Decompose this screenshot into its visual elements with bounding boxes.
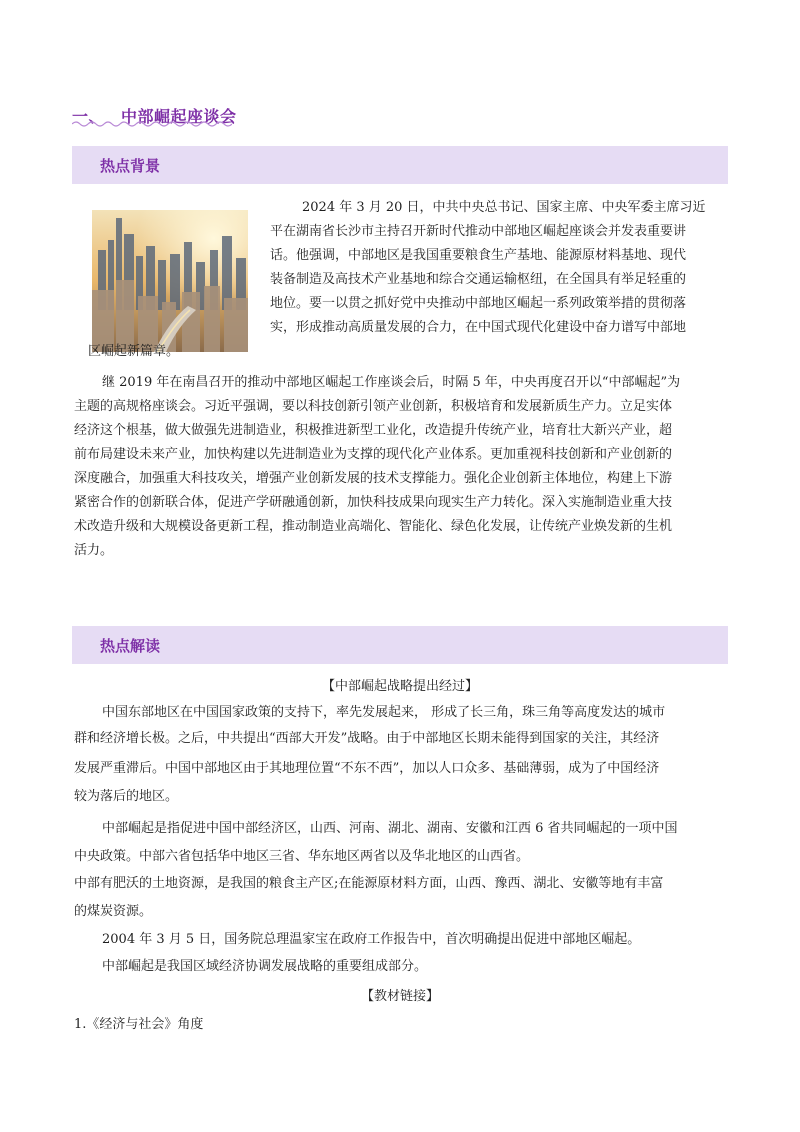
title-underline-wave xyxy=(72,120,232,128)
background-text-line: 区崛起新篇章。 xyxy=(88,344,180,359)
band-label: 热点解读 xyxy=(100,637,161,655)
paragraph-line: 前布局建设未来产业，加快构建以先进制造业为支撑的现代化产业体系。更加重视科技创新和产业创新的 xyxy=(74,447,673,462)
paragraph-line: 中部崛起是指促进中国中部经济区，山西、河南、湖北、湖南、安徽和江西 6 省共同崛起的一项中国 xyxy=(102,821,678,836)
paragraph-line: 活力。 xyxy=(74,543,114,558)
background-text-line: 话。他强调，中部地区是我国重要粮食生产基地、能源原材料基地、现代 xyxy=(270,248,687,263)
section-number: 一、 xyxy=(72,107,106,126)
band-label: 热点背景 xyxy=(100,157,161,175)
paragraph-line: 中央政策。中部六省包括华中地区三省、华东地区两省以及华北地区的山西省。 xyxy=(74,849,530,864)
background-text-line: 2024 年 3 月 20 日，中共中央总书记、国家主席、中央军委主席习近 xyxy=(302,200,706,215)
paragraph-line: 继 2019 年在南昌召开的推动中部地区崛起工作座谈会后，时隔 5 年，中央再度召开以“中部崛起”为 xyxy=(102,375,681,390)
background-text-line: 地位。要一以贯之抓好党中央推动中部地区崛起一系列政策举措的贯彻落 xyxy=(270,296,687,311)
background-text-line: 平在湖南省长沙市主持召开新时代推动中部地区崛起座谈会并发表重要讲 xyxy=(270,224,687,239)
paragraph-line: 发展严重滞后。中国中部地区由于其地理位置“不东不西”，加以人口众多、基础薄弱，成为了中国经济 xyxy=(74,761,660,776)
paragraph-line: 2004 年 3 月 5 日，国务院总理温家宝在政府工作报告中，首次明确提出促进中部地区崛起。 xyxy=(102,932,641,947)
section-band-background xyxy=(72,146,728,184)
subheading: 【教材链接】 xyxy=(360,989,439,1004)
paragraph-line: 中部崛起是我国区域经济协调发展战略的重要组成部分。 xyxy=(102,959,428,974)
paragraph-line: 术改造升级和大规模设备更新工程，推动制造业高端化、智能化、绿色化发展，让传统产业焕发新的生机 xyxy=(74,519,673,534)
list-item: 1.《经济与社会》角度 xyxy=(74,1017,204,1032)
paragraph-line: 经济这个根基，做大做强先进制造业，积极推进新型工业化，改造提升传统产业，培育壮大新兴产业，超 xyxy=(74,423,673,438)
paragraph-line: 深度融合，加强重大科技攻关，增强产业创新发展的技术支撑能力。强化企业创新主体地位，构建上下游 xyxy=(74,471,673,486)
section-title-text: 中部崛起座谈会 xyxy=(121,107,237,126)
paragraph-line: 群和经济增长极。之后，中共提出“西部大开发”战略。由于中部地区长期未能得到国家的关注，其经济 xyxy=(74,731,660,746)
section-band-interpretation xyxy=(72,626,728,664)
background-text-line: 装备制造及高技术产业基地和综合交通运输枢纽，在全国具有举足轻重的 xyxy=(270,272,687,287)
paragraph-line: 的煤炭资源。 xyxy=(74,904,153,919)
paragraph-line: 中部有肥沃的土地资源，是我国的粮食主产区;在能源原材料方面，山西、豫西、湖北、安徽等地有丰富 xyxy=(74,876,664,891)
city-skyline-photo xyxy=(92,210,248,352)
paragraph-line: 主题的高规格座谈会。习近平强调，要以科技创新引领产业创新，积极培育和发展新质生产力。立足实体 xyxy=(74,399,673,414)
paragraph-line: 较为落后的地区。 xyxy=(74,789,179,804)
background-text-line: 实，形成推动高质量发展的合力，在中国式现代化建设中奋力谱写中部地 xyxy=(270,320,687,335)
subheading: 【中部崛起战略提出经过】 xyxy=(321,679,478,694)
paragraph-line: 紧密合作的创新联合体，促进产学研融通创新，加快科技成果向现实生产力转化。深入实施制造业重大技 xyxy=(74,495,673,510)
paragraph-line: 中国东部地区在中国国家政策的支持下，率先发展起来， 形成了长三角，珠三角等高度发达的城市 xyxy=(102,705,666,720)
